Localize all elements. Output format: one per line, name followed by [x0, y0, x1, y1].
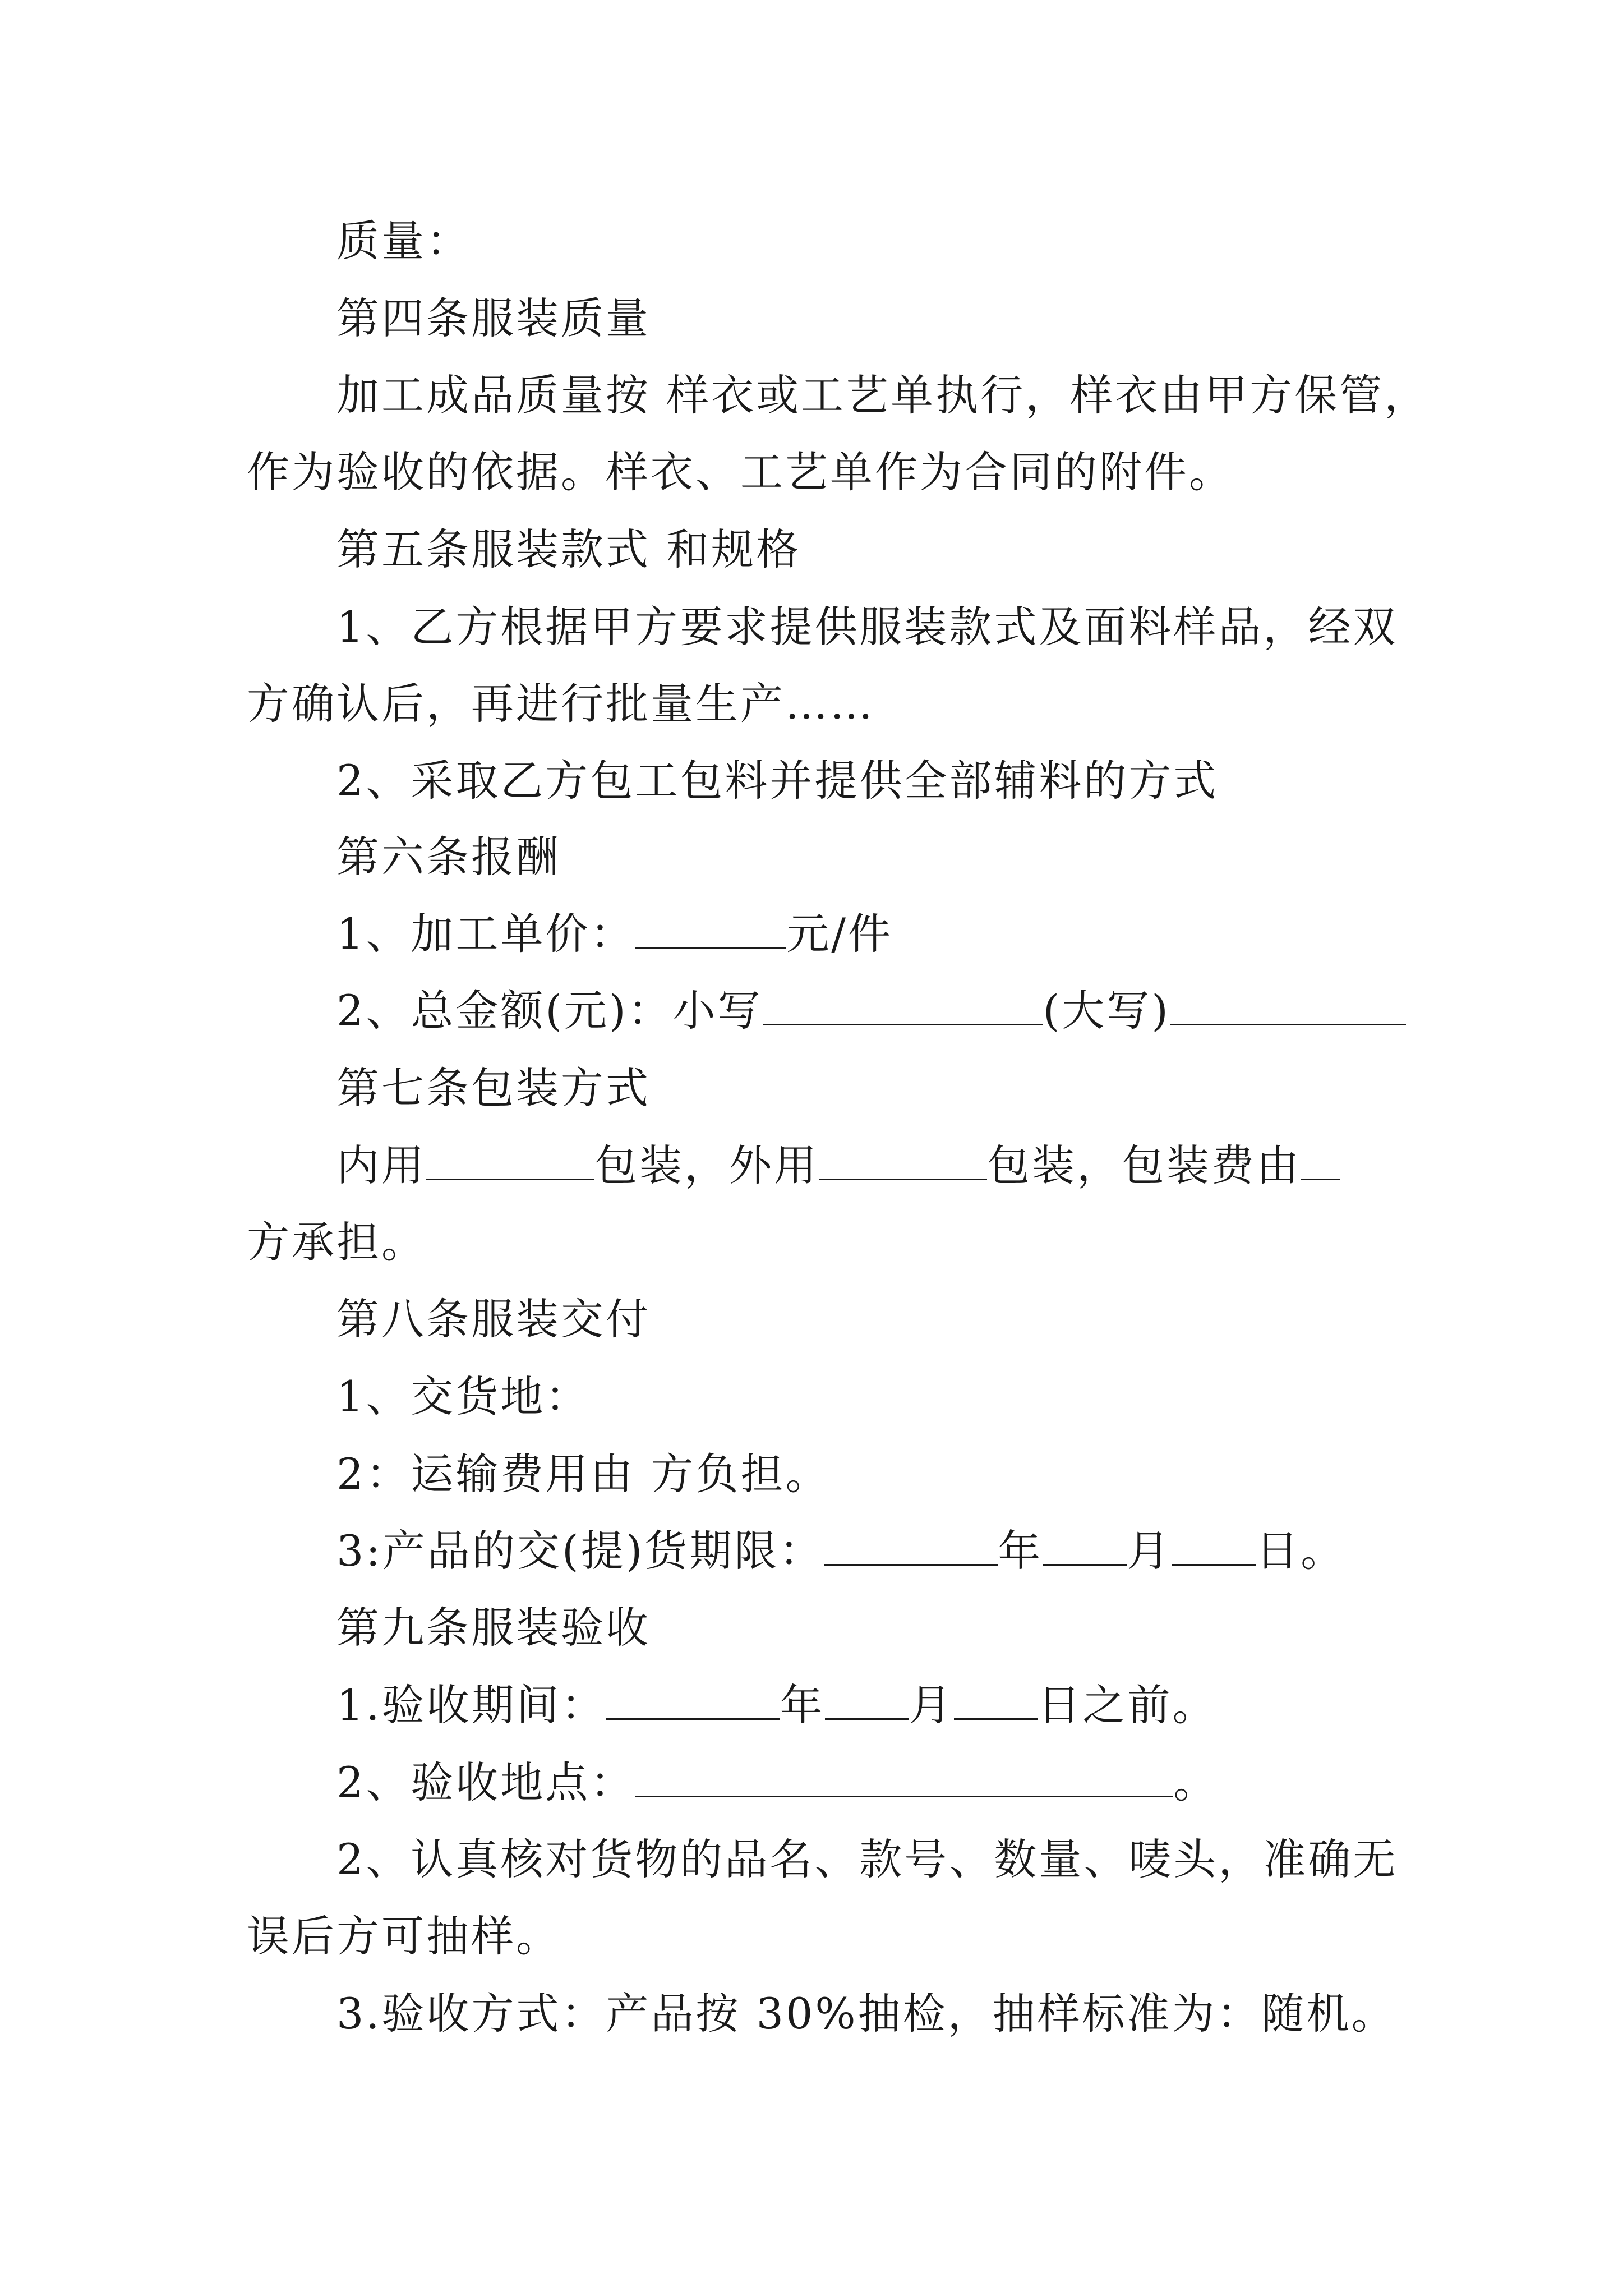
unit-price-blank[interactable]	[635, 908, 786, 949]
text-span: 质量：	[336, 216, 471, 266]
text-span: 日。	[1256, 1526, 1346, 1576]
text-span: 月	[1127, 1526, 1172, 1576]
text-span: 包装，外用	[594, 1140, 819, 1190]
inspection-month-blank[interactable]	[825, 1679, 909, 1720]
article-7-heading	[336, 1060, 651, 1116]
amount-uppercase-blank[interactable]	[1170, 984, 1406, 1025]
text-span: 包装，包装费由	[987, 1140, 1301, 1190]
text-span: 3:产品的交(提)货期限：	[336, 1526, 824, 1576]
text-span: 第四条服装质量	[336, 293, 651, 343]
article-5-heading	[336, 522, 801, 578]
text-span: 2、验收地点：	[336, 1757, 635, 1807]
inspection-place-blank[interactable]	[635, 1756, 1173, 1797]
article-8-heading	[336, 1291, 651, 1347]
text-span: 1.验收期间：	[336, 1680, 606, 1730]
delivery-month-blank[interactable]	[1043, 1525, 1127, 1566]
text-span: 第五条服装款式 和规格	[336, 524, 801, 574]
text-span: 第六条报酬	[336, 832, 561, 882]
unit-price-line	[336, 906, 893, 962]
text-span: 日之前。	[1038, 1680, 1218, 1730]
outer-packaging-blank[interactable]	[819, 1139, 987, 1180]
delivery-year-blank[interactable]	[824, 1525, 998, 1566]
text-span: 3.验收方式：产品按 30%抽检，抽样标准为：随机。	[336, 1989, 1396, 2039]
total-amount-line	[336, 983, 1406, 1039]
text-span: 2、采取乙方包工包料并提供全部辅料的方式	[336, 756, 1219, 806]
text-span: 第九条服装验收	[336, 1603, 651, 1653]
packaging-fee-party-blank[interactable]	[1301, 1139, 1340, 1180]
paragraph-line	[247, 1214, 426, 1271]
paragraph-line	[247, 1908, 561, 1964]
delivery-deadline-line	[336, 1523, 1345, 1579]
text-span: 第七条包装方式	[336, 1063, 651, 1113]
text-span: 。	[1173, 1757, 1219, 1807]
paragraph-line	[336, 1832, 1398, 1888]
text-span: (大写)	[1043, 986, 1170, 1036]
text-span: 2、认真核对货物的品名、款号、数量、唛头，准确无	[336, 1834, 1398, 1884]
inspection-day-blank[interactable]	[954, 1679, 1038, 1720]
text-span: 内用	[336, 1140, 426, 1190]
text-span: 作为验收的依据。样衣、工艺单作为合同的附件。	[247, 447, 1234, 497]
inner-packaging-blank[interactable]	[426, 1139, 594, 1180]
paragraph-line	[336, 367, 1429, 424]
text-span: 1、加工单价：	[336, 909, 635, 959]
quality-label	[336, 213, 471, 269]
delivery-day-blank[interactable]	[1172, 1525, 1256, 1566]
article-4-heading	[336, 291, 651, 347]
text-span: 2、总金额(元)：小写	[336, 986, 763, 1036]
text-span: 元/件	[786, 909, 893, 959]
text-span: 加工成品质量按 样衣或工艺单执行，样衣由甲方保管，	[336, 370, 1430, 420]
text-span: 年	[998, 1526, 1043, 1576]
paragraph-line	[247, 444, 1234, 500]
text-span: 方承担。	[247, 1217, 426, 1267]
article-6-heading	[336, 829, 561, 885]
inspection-period-line	[336, 1677, 1218, 1733]
text-span: 1、乙方根据甲方要求提供服装款式及面料样品，经双	[336, 602, 1398, 652]
text-span: 年	[780, 1680, 825, 1730]
text-span: 误后方可抽样。	[247, 1911, 561, 1961]
inspection-method-line	[336, 1986, 1396, 2042]
inspection-place-line	[336, 1755, 1218, 1811]
inspection-year-blank[interactable]	[606, 1679, 780, 1720]
paragraph-line	[336, 753, 1218, 809]
paragraph-line	[336, 599, 1398, 655]
article-9-heading	[336, 1600, 651, 1656]
packaging-line	[336, 1138, 1340, 1194]
delivery-place-line	[336, 1369, 590, 1425]
paragraph-line	[247, 676, 875, 732]
freight-line	[336, 1446, 831, 1502]
text-span: 月	[909, 1680, 954, 1730]
text-span: 1、交货地：	[336, 1372, 591, 1421]
text-span: 第八条服装交付	[336, 1294, 651, 1344]
text-span: 2：运输费用由 方负担。	[336, 1449, 831, 1499]
amount-lowercase-blank[interactable]	[763, 984, 1043, 1025]
text-span: 方确认后，再进行批量生产……	[247, 679, 875, 729]
